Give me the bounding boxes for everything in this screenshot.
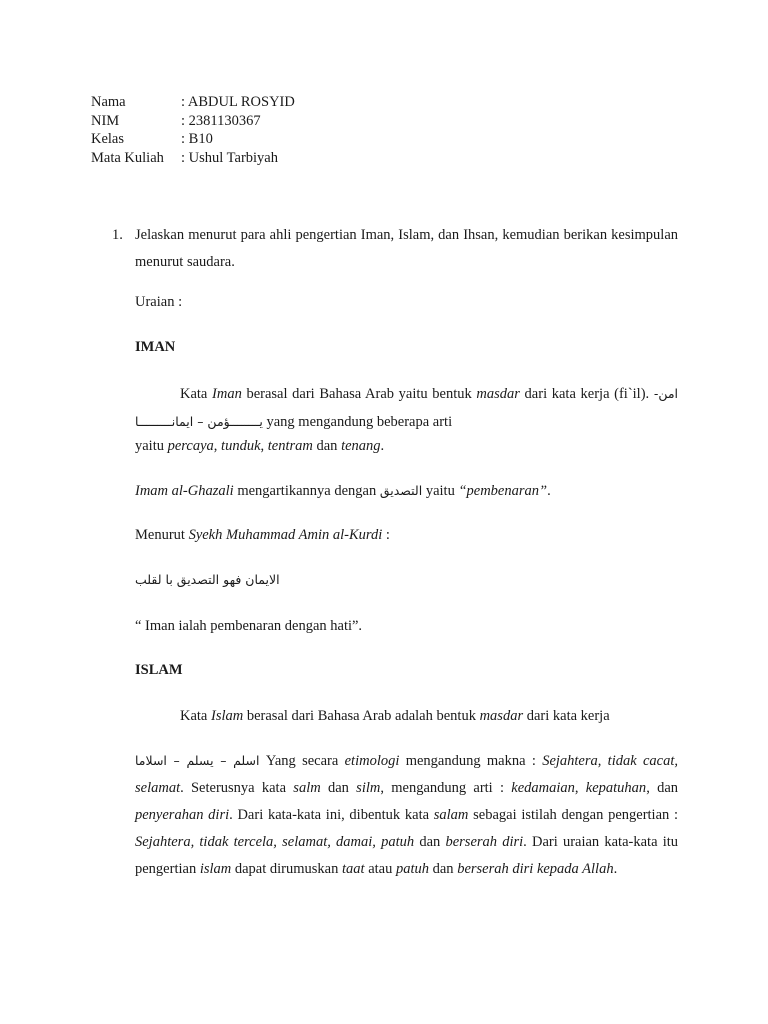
info-row-mata-kuliah [91, 149, 295, 168]
text: , mengandung arti : [380, 780, 512, 796]
text: dari kata kerja [523, 708, 610, 724]
text-italic: kedamaian [511, 780, 575, 796]
text: mengartikannya dengan [233, 483, 380, 499]
text: . Dari uraian kata-kata itu pengertian [135, 834, 679, 877]
iman-arabic-quote [135, 572, 678, 589]
text: : [382, 527, 390, 543]
text: , dan [646, 780, 679, 796]
text: . [613, 861, 618, 877]
text-italic: Sejahtera, tidak cacat, selamat [135, 753, 679, 796]
text: Kata [180, 708, 211, 724]
text: dan [320, 780, 357, 796]
text-italic: masdar [476, 386, 520, 402]
text-italic: islam [199, 861, 232, 877]
iman-paragraph-1 [135, 380, 678, 436]
text-italic: berserah diri [445, 834, 524, 850]
info-row-kelas [91, 130, 295, 149]
info-label: NIM [91, 112, 120, 129]
text-italic: tunduk [221, 438, 261, 454]
text-italic: “pembenaran” [458, 483, 548, 499]
info-value: : Ushul Tarbiyah [181, 149, 278, 166]
text-italic: salm [293, 780, 321, 796]
info-label: Nama [91, 94, 126, 110]
text: yaitu [135, 438, 168, 454]
text: dan [429, 861, 458, 877]
text-italic: Imam al-Ghazali [135, 483, 234, 499]
text: . Seterusnya kata [180, 780, 294, 796]
text: Kata [180, 386, 213, 402]
text-italic: Syekh Muhammad Amin al-Kurdi [188, 527, 383, 543]
info-label: Mata Kuliah [91, 149, 164, 166]
text-italic: percaya [167, 438, 214, 454]
iman-translation: “ Iman ialah pembenaran dengan hati”. [135, 618, 363, 634]
iman-paragraph-3 [135, 527, 678, 544]
text-italic: tentram [267, 438, 313, 454]
arabic-text: اسلم – يسلم – اسلاما [135, 753, 260, 768]
text-italic: masdar [479, 708, 524, 724]
text-italic: taat [342, 861, 365, 877]
heading-islam: ISLAM [135, 662, 183, 678]
question-text: Jelaskan menurut para ahli pengertian Iman, Islam, dan Ihsan, kemudian berikan kesimpulan menurut saudara. [135, 227, 678, 270]
info-label: Kelas [91, 131, 125, 147]
info-value: : 2381130367 [181, 112, 261, 129]
uraian-label: Uraian : [135, 294, 183, 310]
text: mengandung makna : [399, 753, 543, 769]
text: dapat dirumuskan [231, 861, 342, 877]
info-row-nim [91, 112, 295, 131]
iman-paragraph-2 [135, 483, 678, 500]
question-number: 1. [112, 227, 123, 243]
text: , [574, 780, 586, 796]
text: . [547, 483, 551, 499]
text-italic: penyerahan diri [135, 807, 230, 823]
arabic-text: امن-يــــــــؤمن – ايمانـــــــــا [135, 386, 679, 429]
heading-iman: IMAN [135, 339, 176, 355]
text: , [213, 438, 222, 454]
text: dari kata kerja (fi`il). [519, 386, 654, 402]
text-italic: berserah diri kepada Allah [457, 861, 614, 877]
text: berasal dari Bahasa Arab adalah bentuk [243, 708, 480, 724]
text: , [260, 438, 268, 454]
text: . Dari kata-kata ini, dibentuk kata [229, 807, 434, 823]
text-italic: tenang [341, 438, 381, 454]
text-italic: kepatuhan [585, 780, 647, 796]
text-italic: etimologi [344, 753, 400, 769]
iman-paragraph-1-end [135, 438, 678, 455]
text-italic: patuh [395, 861, 429, 877]
arabic-text: التصديق [379, 483, 423, 498]
info-value: : ABDUL ROSYID [181, 94, 295, 110]
text-italic: salam [433, 807, 469, 823]
student-info [91, 93, 295, 167]
question-1 [112, 222, 678, 276]
text-italic: Islam [211, 708, 244, 724]
arabic-text: الايمان فهو التصديق با لقلب [135, 572, 280, 587]
text: atau [364, 861, 396, 877]
text: Yang secara [259, 753, 345, 769]
text-italic: Iman [212, 386, 242, 402]
islam-paragraph-1 [135, 708, 678, 725]
info-row-nama [91, 93, 295, 112]
text: dan [312, 438, 342, 454]
text: yaitu [422, 483, 459, 499]
islam-paragraph-2 [135, 747, 678, 883]
text-italic: silm [356, 780, 381, 796]
text: dan [414, 834, 446, 850]
text: . [380, 438, 385, 454]
text: berasal dari Bahasa Arab yaitu bentuk [241, 386, 477, 402]
text: Menurut [135, 527, 189, 543]
text: yang mengandung beberapa arti [262, 414, 453, 430]
info-value: : B10 [181, 131, 213, 147]
text: sebagai istilah dengan pengertian : [468, 807, 679, 823]
text-italic: Sejahtera, tidak tercela, selamat, damai, patuh [135, 834, 415, 850]
